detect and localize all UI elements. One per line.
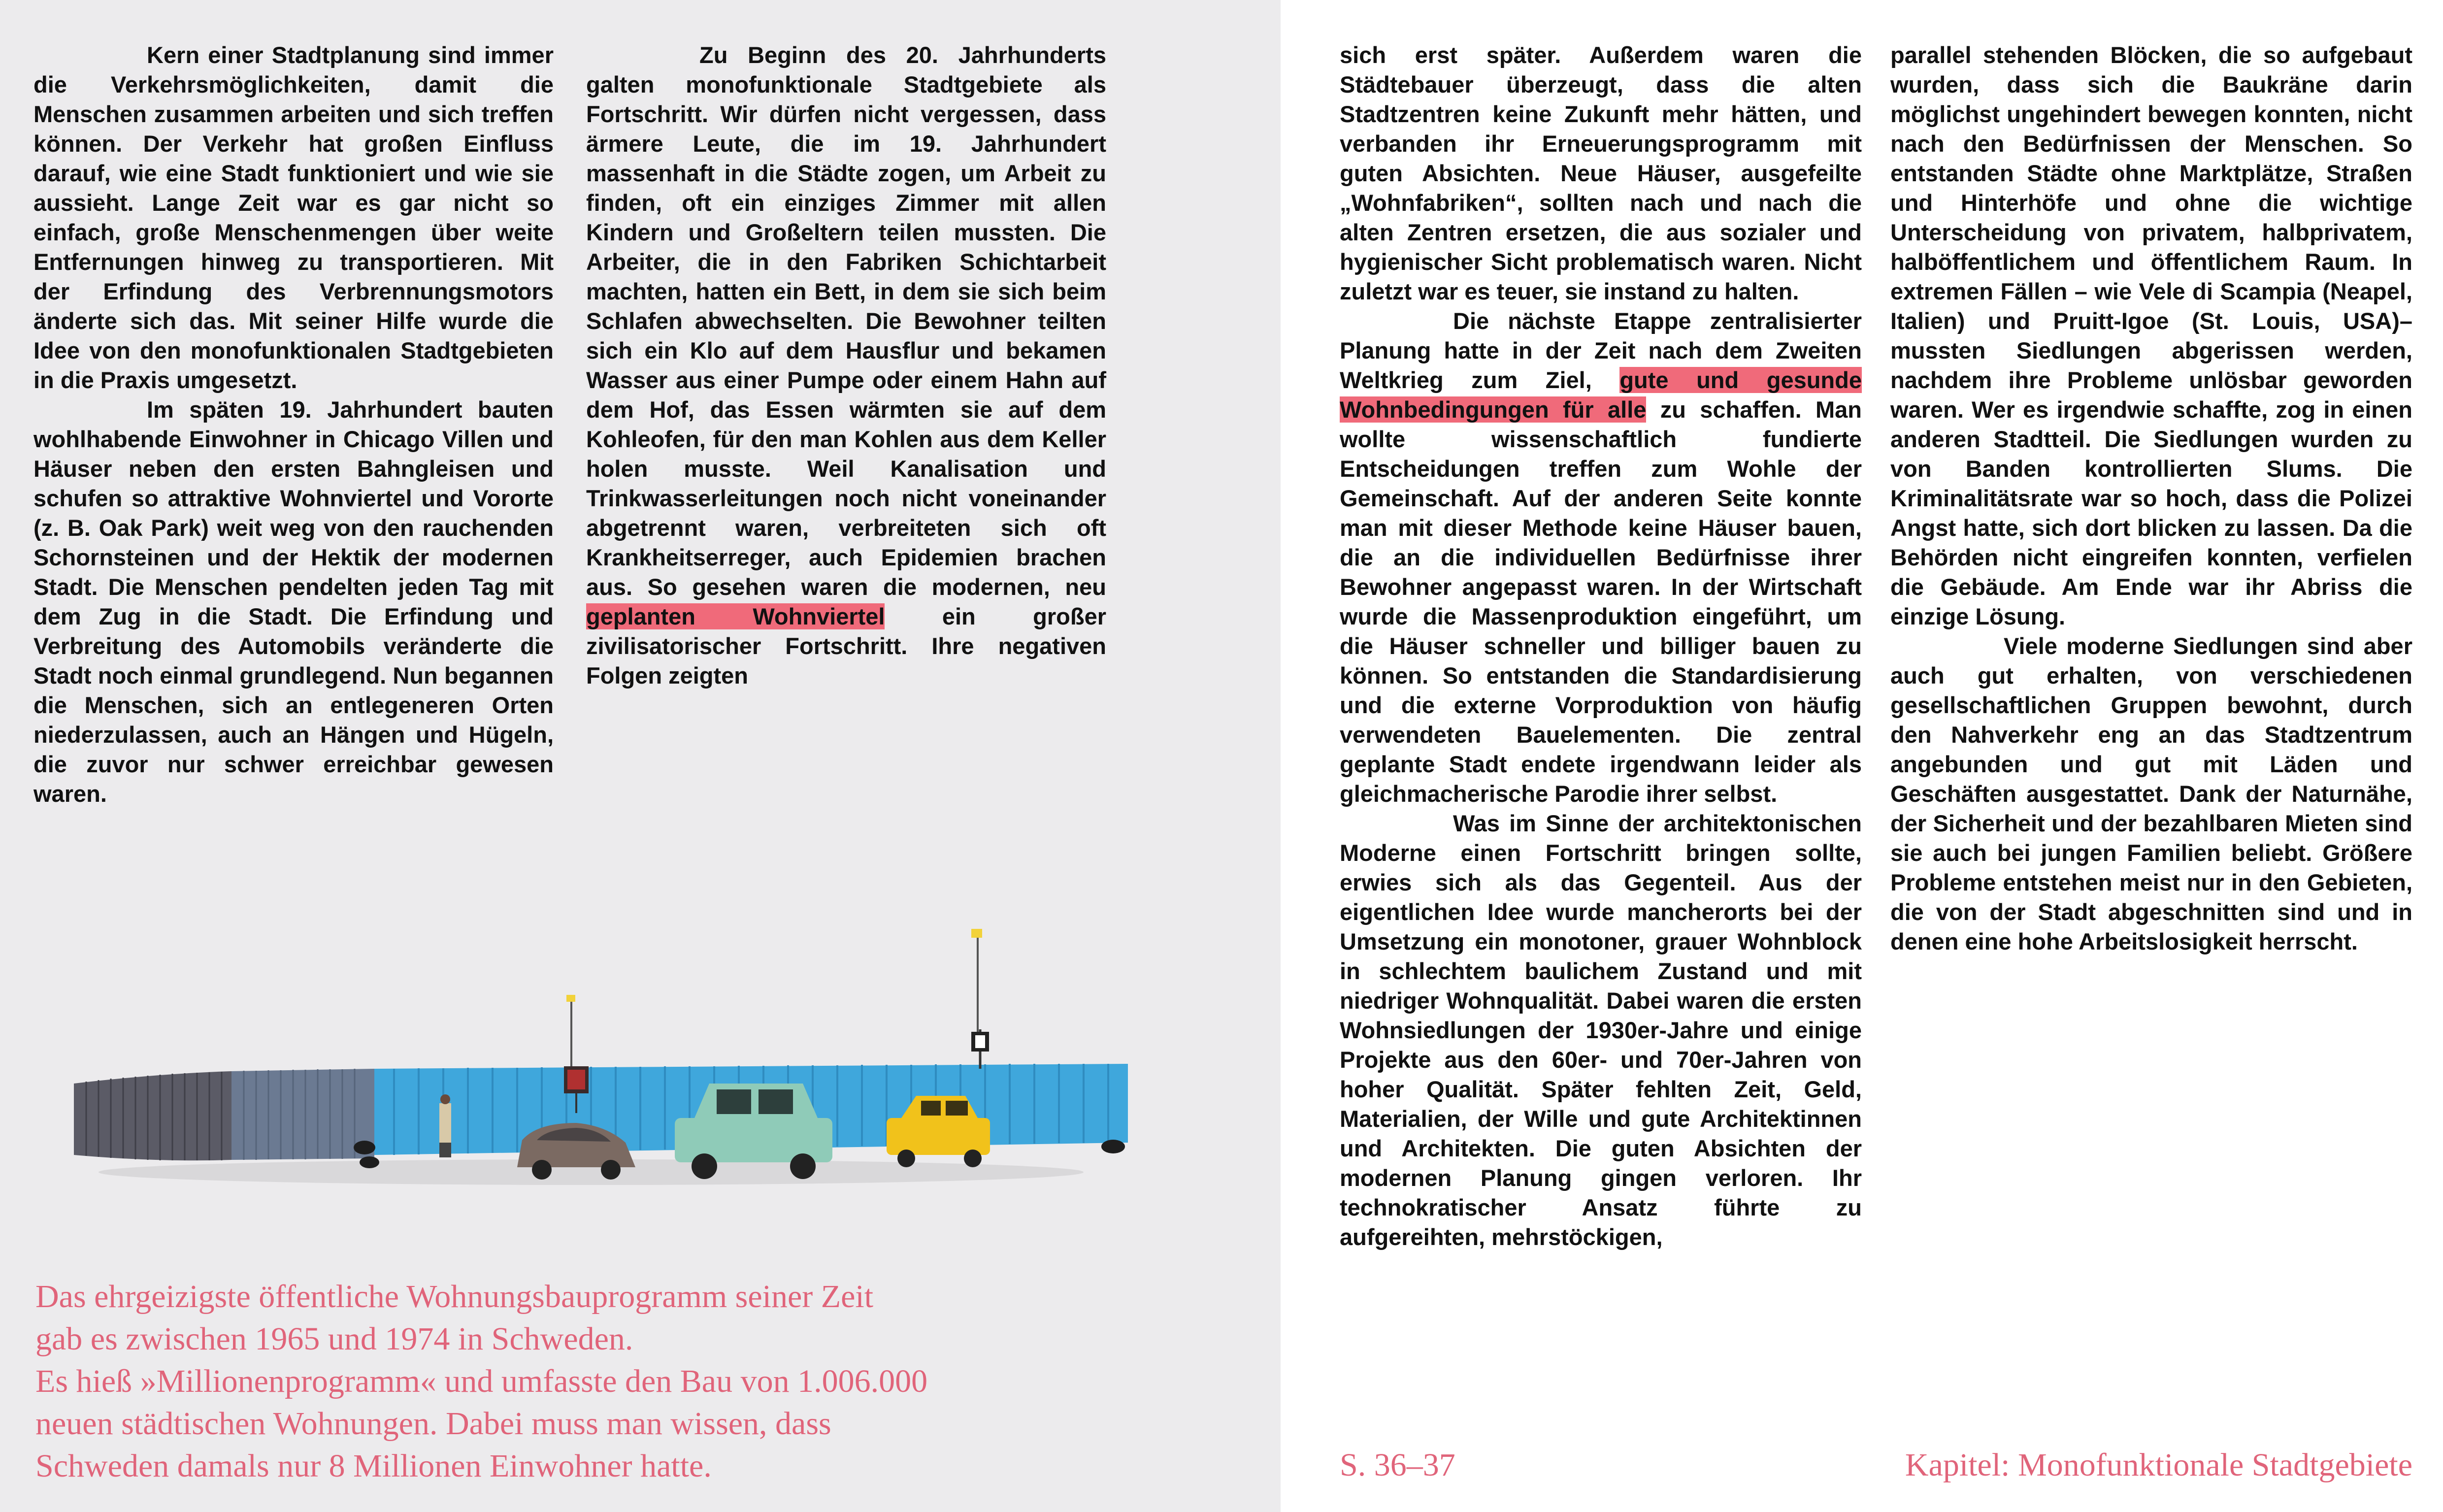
paragraph: parallel stehenden Blöcken, die so aufgebaut wurden, dass sich die Baukräne darin möglichst ungehindert bewegen konnten, nicht nach den Bedürfnissen der Menschen. So entstanden Städte ohne Marktplätze, Straßen und Hinterhöfe und ohne die wichtige Unterscheidung von privatem, halbprivatem, halböffentlichem und öffentlichem Raum. In extremen Fällen – wie Vele di Scampia (Neapel, Italien) und Pruitt-Igoe (St. Louis, USA)– mussten Siedlungen abgerissen werden, nachdem ihre Probleme unlösbar geworden waren. Wer es irgendwie schaffte, zog in einen anderen Stadtteil. Die Siedlungen wurden zu von Banden kontrollierten Slums. Die Kriminalitätsrate war so hoch, dass die Polizei Angst hatte, sich dort blicken zu lassen. Da die Behörden nicht eingreifen konnten, verfielen die Gebäude. Am Ende war ihr Abriss die einzige Lösung. [1890, 42, 2412, 629]
figure [439, 1094, 451, 1157]
dark-fence [74, 1071, 231, 1160]
paragraph-text: Die nächste Etappe zentralisierter Planung hatte in der Zeit nach dem Zweiten Weltkrieg zum Ziel, [1340, 308, 1862, 393]
caption-line: neuen städtischen Wohnungen. Dabei muss man wissen, dass [35, 1406, 831, 1442]
paragraph: Was im Sinne der architektonischen Moderne einen Fortschritt bringen sollte, erwies sich als das Gegenteil. Aus der eigentlichen Idee wurde mancherorts bei der Umsetzung ein monotoner, grauer Wohnblock in schlechtem baulichem Zustand und mit niedriger Wohnqualität. Dabei waren die ersten Wohnsiedlungen der 1930er-Jahre und einige Projekte aus den 60er- und 70er-Jahren von hoher Qualität. Später fehlten Zeit, Geld, Materialien, der Wille und gute Architektinnen und Architekten. Die guten Absichten der modernen Planung gingen verloren. Ihr technokratischer Ansatz führte zu aufgereihten, mehrstöckigen, [1340, 810, 1862, 1250]
paragraph: sich erst später. Außerdem waren die Städtebauer überzeugt, dass die alten Stadtzentren keine Zukunft mehr hätten, und verbanden ihr Erneuerungsprogramm mit guten Absichten. Neue Häuser, ausgefeilte „Wohnfabriken“, sollten nach und nach die alten Zentren ersetzen, die aus sozialer und hygienischer Sicht problematisch waren. Nicht zuletzt war es teuer, sie instand zu halten. [1340, 42, 1862, 304]
highlighted-phrase: gute und gesunde Wohnbedingungen für alle [1340, 367, 1862, 423]
paragraph: Viele moderne Siedlungen sind aber auch gut erhalten, von verschiedenen gesellschaftlichen Gruppen bewohnt, durch den Nahverkehr eng an das Stadtzentrum angebunden und gut mit Läden und Geschäften ausgestattet. Dank der Naturnähe, der Sicherheit und der bezahlbaren Mieten sind sie auch bei jungen Familien beliebt. Größere Probleme entstehen meist nur in den Gebieten, die von der Stadt abgeschnitten sind und in denen eine hohe Arbeitslosigkeit herrscht. [1890, 633, 2412, 954]
toy-street-photo [0, 906, 1281, 1212]
photo-caption [35, 1276, 1168, 1487]
caption-line: Es hieß »Millionenprogramm« und umfasste den Bau von 1.006.000 [35, 1363, 928, 1399]
flag-pole [971, 929, 982, 1044]
paragraph: Im späten 19. Jahrhundert bauten wohlhabende Einwohner in Chicago Villen und Häuser neben den ersten Bahngleisen und schufen so attraktive Wohnviertel und Vororte (z. B. Oak Park) weit weg von den rauchenden Schornsteinen und der Hektik der modernen Stadt. Die Menschen pendelten jeden Tag mit dem Zug in die Stadt. Die Erfindung und Verbreitung des Automobils veränderte die Stadt noch einmal grundlegend. Nun begannen die Menschen, sich an entlegeneren Orten niederzulassen, auch an Hängen und Hügeln, die zuvor nur schwer erreichbar gewesen waren. [33, 396, 554, 807]
text-column-3 [1340, 40, 1862, 1252]
slate-fence [231, 1069, 374, 1160]
paragraph: Kern einer Stadtplanung sind immer die Verkehrsmöglichkeiten, damit die Menschen zusammen arbeiten und sich treffen können. Der Verkehr hat großen Einfluss darauf, wie eine Stadt funktioniert und wie sie aussieht. Lange Zeit war es gar nicht so einfach, große Menschenmengen über weite Entfernungen hinweg zu transportieren. Mit der Erfindung des Verbrennungsmotors änderte sich das. Mit seiner Hilfe wurde die Idee von den monofunktionalen Stadtgebieten in die Praxis umgesetzt. [33, 42, 554, 393]
paragraph-text: ein großer zivilisatorischer Fortschritt. Ihre negativen Folgen zeigten [586, 603, 1106, 689]
caption-line: gab es zwischen 1965 und 1974 in Schweden. [35, 1321, 633, 1357]
paragraph-text: zu schaffen. Man wollte wissenschaftlich fundierte Entscheidungen treffen zum Wohle der Gemeinschaft. Auf der anderen Seite konnte man mit dieser Methode keine Häuser bauen, die an die individuellen Bedürfnisse ihrer Bewohner angepasst waren. In der Wirtschaft wurde die Massenproduktion eingeführt, um die Häuser schneller und billiger bauen zu können. So entstanden die Standardisierung und die externe Vorproduktion von häufig verwendeten Bauelementen. Die zentral geplante Stadt endete irgendwann leider als gleichmacherische Parodie ihrer selbst. [1340, 396, 1862, 807]
sign-post [971, 1029, 989, 1069]
flag-pole [566, 995, 575, 1069]
text-column-2 [586, 40, 1106, 690]
paragraph-text: Zu Beginn des 20. Jahrhunderts galten monofunktionale Stadtgebiete als Fortschritt. Wir dürfen nicht vergessen, dass ärmere Leute, die im 19. Jahrhundert massenhaft in die Städte zogen, um Arbeit zu finden, oft ein einziges Zimmer mit allen Kindern und Großeltern teilen mussten. Die Arbeiter, die in den Fabriken Schichtarbeit machten, hatten ein Bett, in dem sie sich beim Schlafen abwechselten. Die Bewohner teilten sich ein Klo auf dem Hausflur und bekamen Wasser aus einer Pumpe oder einem Hahn auf dem Hof, das Essen wärmten sie auf dem Kohleofen, für den man Kohlen aus dem Keller holen musste. Weil Kanalisation und Trinkwasserleitungen noch nicht voneinander abgetrennt waren, verbreiteten sich oft Krankheitserreger, auch Epidemien brachen aus. So gesehen waren die modernen, neu [586, 42, 1106, 600]
paragraph [586, 40, 1106, 690]
text-column-1 [33, 40, 554, 809]
chapter-title: Kapitel: Monofunktionale Stadtgebiete [1905, 1447, 2412, 1483]
page-number: S. 36–37 [1340, 1447, 1455, 1483]
caption-line: Schweden damals nur 8 Millionen Einwohner hatte. [35, 1448, 712, 1484]
text-column-4 [1890, 40, 2412, 956]
highlighted-phrase: geplanten Wohnviertel [586, 603, 885, 629]
caption-line: Das ehrgeizigste öffentliche Wohnungsbauprogramm seiner Zeit [35, 1279, 874, 1315]
paragraph [1340, 306, 1862, 809]
